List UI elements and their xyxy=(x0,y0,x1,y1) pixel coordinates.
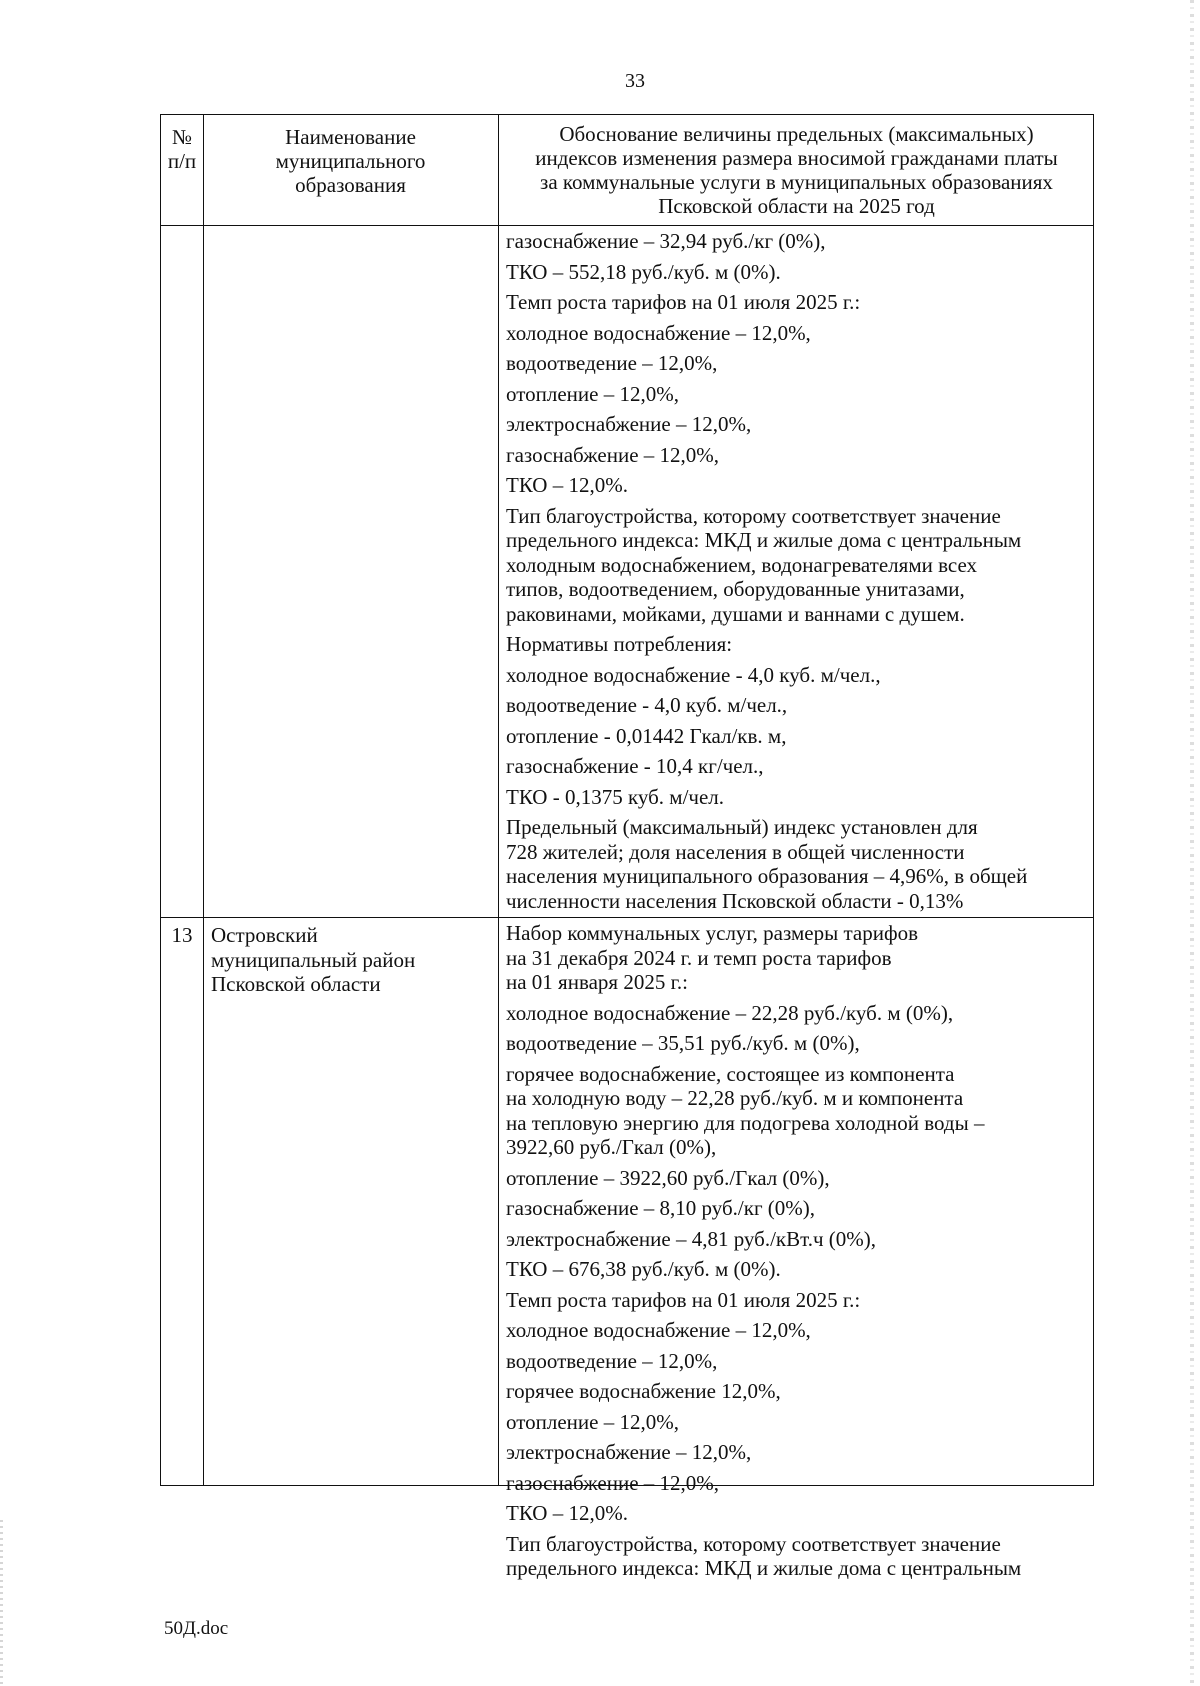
norm-line: отопление - 0,01442 Гкал/кв. м, xyxy=(506,723,787,748)
index-line: 728 жителей; доля населения в общей численности xyxy=(506,839,965,864)
intro-line: Набор коммунальных услуг, размеры тарифов xyxy=(506,921,918,945)
scan-edge-artifact-left xyxy=(0,1520,3,1686)
header-name-line: Наименование xyxy=(285,125,416,149)
amenity-type-line: предельного индекса: МКД и жилые дома с центральным xyxy=(506,528,1022,552)
growth-line: газоснабжение – 12,0%, xyxy=(506,1470,720,1495)
scan-edge-artifact xyxy=(1190,0,1194,1686)
growth-title: Темп роста тарифов на 01 июля 2025 г.: xyxy=(506,290,861,314)
hot-water-paragraph xyxy=(506,1062,1092,1160)
header-number-line: № xyxy=(171,125,193,149)
header-justification-line: Псковской области на 2025 год xyxy=(658,194,935,218)
header-name xyxy=(203,125,498,197)
header-name-line: муниципального xyxy=(275,149,426,173)
header-name-line: образования xyxy=(295,173,406,197)
row-13-justification xyxy=(506,921,1092,1587)
amenity-type-paragraph xyxy=(506,1532,1092,1581)
growth-line: отопление – 12,0%, xyxy=(506,1409,679,1434)
intro-line: на 01 января 2025 г.: xyxy=(506,970,688,994)
growth-line: горячее водоснабжение 12,0%, xyxy=(506,1379,781,1403)
amenity-type-line: Тип благоустройства, которому соответствует значение xyxy=(506,503,1001,528)
index-line: населения муниципального образования – 4,96%, в общей xyxy=(506,864,1028,888)
header-divider xyxy=(161,225,1093,226)
amenity-type-line: раковинами, мойками, душами и ваннами с душем. xyxy=(506,601,965,626)
norm-line: газоснабжение - 10,4 кг/чел., xyxy=(506,754,764,778)
norms-title: Нормативы потребления: xyxy=(506,632,733,656)
growth-line: холодное водоснабжение – 12,0%, xyxy=(506,1318,811,1342)
tariff-line: газоснабжение – 8,10 руб./кг (0%), xyxy=(506,1196,816,1220)
intro-line: на 31 декабря 2024 г. и темп роста тарифов xyxy=(506,945,892,970)
row-13-number: 13 xyxy=(171,923,193,947)
norm-line: холодное водоснабжение - 4,0 куб. м/чел., xyxy=(506,662,881,687)
page-number: 33 xyxy=(625,70,645,92)
growth-line: холодное водоснабжение – 12,0%, xyxy=(506,320,811,345)
amenity-type-line: типов, водоотведением, оборудованные унитазами, xyxy=(506,577,965,601)
header-justification xyxy=(498,122,1095,218)
continued-row-justification xyxy=(506,229,1092,919)
tariff-table xyxy=(160,114,1094,1580)
growth-line: ТКО – 12,0%. xyxy=(506,1501,628,1525)
header-number xyxy=(161,125,203,173)
growth-title: Темп роста тарифов на 01 июля 2025 г.: xyxy=(506,1287,861,1312)
header-number-line: п/п xyxy=(167,149,197,173)
index-line: численности населения Псковской области - 0,13% xyxy=(506,888,964,913)
growth-line: водоотведение – 12,0%, xyxy=(506,1348,718,1373)
column-divider xyxy=(498,115,499,1485)
growth-line: отопление – 12,0%, xyxy=(506,381,679,406)
municipality-name-line: муниципальный район xyxy=(211,947,416,972)
tariff-line: отопление – 3922,60 руб./Гкал (0%), xyxy=(506,1165,830,1190)
growth-line: водоотведение – 12,0%, xyxy=(506,351,718,375)
tariff-line: ТКО – 552,18 руб./куб. м (0%). xyxy=(506,259,781,284)
header-justification-line: за коммунальные услуги в муниципальных образованиях xyxy=(540,170,1053,194)
row-13-name xyxy=(211,923,496,997)
amenity-type-paragraph xyxy=(506,504,1092,627)
amenity-type-line: холодным водоснабжением, водонагревателями всех xyxy=(506,552,978,577)
norm-line: водоотведение - 4,0 куб. м/чел., xyxy=(506,693,788,717)
growth-line: электроснабжение – 12,0%, xyxy=(506,1440,752,1464)
document-filename: 50Д.doc xyxy=(164,1618,229,1639)
tariff-line: холодное водоснабжение – 22,28 руб./куб. м (0%), xyxy=(506,1000,954,1025)
growth-line: электроснабжение – 12,0%, xyxy=(506,412,752,436)
column-divider xyxy=(203,115,204,1485)
municipality-name-line: Островский xyxy=(211,923,318,947)
growth-line: газоснабжение – 12,0%, xyxy=(506,442,720,467)
header-justification-line: Обоснование величины предельных (максимальных) xyxy=(559,122,1034,146)
amenity-type-line: предельного индекса: МКД и жилые дома с центральным xyxy=(506,1556,1022,1580)
index-paragraph xyxy=(506,815,1092,913)
tariff-line: ТКО – 676,38 руб./куб. м (0%). xyxy=(506,1257,781,1281)
hot-water-line: на тепловую энергию для подогрева холодной воды – xyxy=(506,1110,985,1135)
amenity-type-line: Тип благоустройства, которому соответствует значение xyxy=(506,1531,1001,1556)
tariff-line: водоотведение – 35,51 руб./куб. м (0%), xyxy=(506,1031,860,1055)
intro-paragraph xyxy=(506,921,1092,995)
hot-water-line: горячее водоснабжение, состоящее из компонента xyxy=(506,1061,955,1086)
hot-water-line: 3922,60 руб./Гкал (0%), xyxy=(506,1135,717,1159)
header-justification-line: индексов изменения размера вносимой гражданами платы xyxy=(535,146,1058,170)
tariff-line: электроснабжение – 4,81 руб./кВт.ч (0%), xyxy=(506,1226,877,1251)
tariff-line: газоснабжение – 32,94 руб./кг (0%), xyxy=(506,229,826,253)
index-line: Предельный (максимальный) индекс установлен для xyxy=(506,815,978,839)
growth-line: ТКО – 12,0%. xyxy=(506,473,628,497)
municipality-name-line: Псковской области xyxy=(211,972,381,996)
hot-water-line: на холодную воду – 22,28 руб./куб. м и компонента xyxy=(506,1086,964,1110)
norm-line: ТКО - 0,1375 куб. м/чел. xyxy=(506,784,725,809)
